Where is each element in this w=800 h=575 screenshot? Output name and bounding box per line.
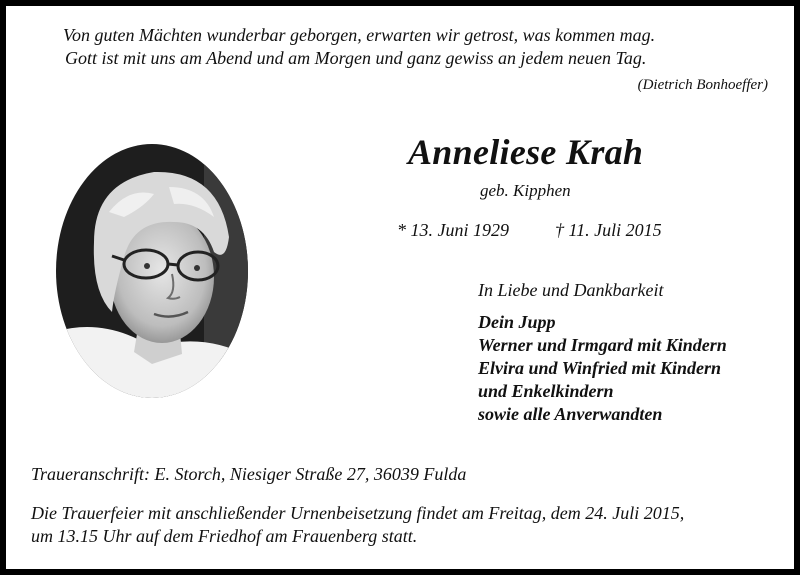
- mourner-line: Elvira und Winfried mit Kindern: [478, 358, 722, 378]
- mourner-line: Werner und Irmgard mit Kindern: [478, 335, 727, 355]
- deceased-name: Anneliese Krah: [408, 132, 644, 172]
- mourner-line: sowie alle Anverwandten: [478, 404, 663, 424]
- quote-line-2: Gott ist mit uns am Abend und am Morgen und ganz gewiss an jedem neuen Tag.: [65, 48, 647, 68]
- mourner-line: Dein Jupp: [478, 312, 556, 332]
- mourners-intro: In Liebe und Dankbarkeit: [478, 280, 664, 300]
- quote-author: (Dietrich Bonhoeffer): [637, 77, 768, 93]
- portrait-photo: [54, 142, 250, 400]
- obituary-card: [6, 6, 794, 569]
- quote-line-1: Von guten Mächten wunderbar geborgen, erwarten wir getrost, was kommen mag.: [63, 25, 656, 45]
- maiden-name: geb. Kipphen: [480, 181, 571, 200]
- ceremony-line-2: um 13.15 Uhr auf dem Friedhof am Frauenberg statt.: [31, 526, 418, 546]
- ceremony-line-1: Die Trauerfeier mit anschließender Urnenbeisetzung findet am Freitag, dem 24. Juli 2015,: [31, 503, 685, 523]
- birth-date: * 13. Juni 1929: [397, 220, 509, 240]
- mourning-address: Traueranschrift: E. Storch, Niesiger Straße 27, 36039 Fulda: [31, 464, 467, 484]
- mourner-line: und Enkelkindern: [478, 381, 614, 401]
- death-date: † 11. Juli 2015: [555, 220, 662, 240]
